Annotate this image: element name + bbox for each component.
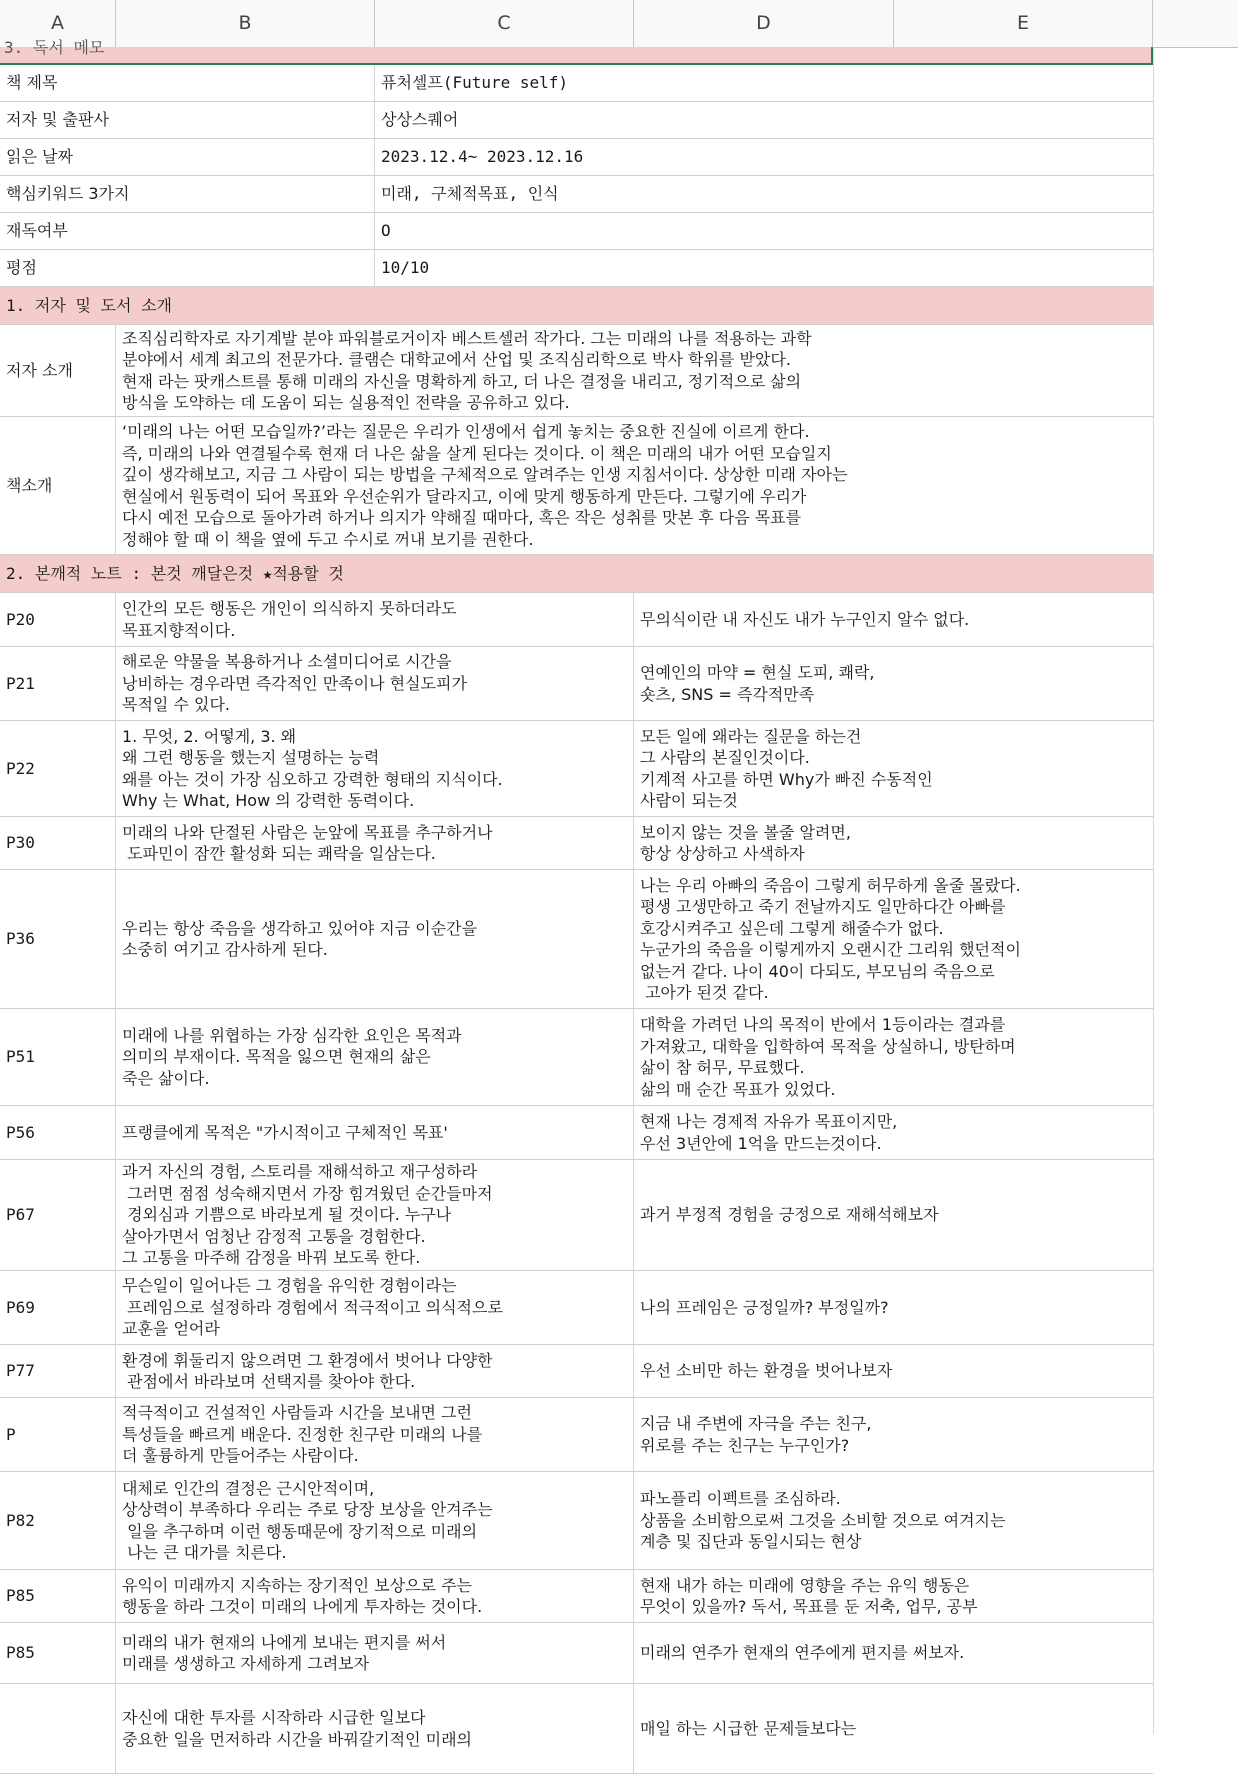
note-seen-line: 그러면 점점 성숙해지면서 가장 힘겨웠던 순간들마저 — [122, 1183, 493, 1203]
book-description-line: 현실에서 원동력이 되어 목표와 우선순위가 달라지고, 이에 맞게 행동하게 만든다. 그렇기에 우리가 — [122, 486, 807, 506]
info-value-text: 미래, 구체적목표, 인식 — [381, 184, 559, 204]
note-seen-line: 관점에서 바라보며 선택지를 찾아야 한다. — [122, 1372, 416, 1391]
note-seen-line: 특성들을 빠르게 배운다. 진정한 친구란 미래의 나를 — [122, 1424, 483, 1444]
info-label-text: 재독여부 — [6, 221, 68, 241]
note-seen[interactable] — [116, 1623, 634, 1683]
info-value[interactable] — [375, 65, 1153, 101]
note-page[interactable] — [0, 817, 116, 869]
note-seen[interactable] — [116, 1106, 634, 1159]
section-1-title[interactable] — [0, 287, 1153, 324]
info-row — [0, 213, 1153, 250]
info-row — [0, 102, 1153, 139]
book-description-line: ‘미래의 나는 어떤 모습일까?’라는 질문은 우리가 인생에서 쉽게 놓치는 중요한 진실에 이르게 한다. — [122, 422, 810, 441]
note-applied[interactable] — [634, 1623, 1153, 1683]
note-applied-line: 우선 소비만 하는 환경을 벗어나보자 — [640, 1361, 893, 1381]
note-applied-line: 숏츠, SNS = 즉각적만족 — [640, 684, 815, 704]
book-description-line: 다시 예전 모습으로 돌아가려 하거나 의지가 약해질 때마다, 혹은 작은 성취를 맛본 후 다음 목표를 — [122, 508, 802, 527]
note-seen-line: 자신에 대한 투자를 시작하라 시급한 일보다 — [122, 1708, 426, 1727]
note-applied[interactable] — [634, 1271, 1153, 1344]
note-seen-line: 낭비하는 경우라면 즉각적인 만족이나 현실도피가 — [122, 673, 467, 693]
info-row — [0, 176, 1153, 213]
note-applied-line: 보이지 않는 것을 볼줄 알려면, — [640, 822, 851, 842]
note-page[interactable] — [0, 870, 116, 1008]
note-applied-line: 그 사람의 본질인것이다. — [640, 748, 810, 767]
author-description-line: 조직심리학자로 자기계발 분야 파워블로거이자 베스트셀러 작가다. 그는 미래의 나를 적용하는 과학 — [122, 328, 812, 348]
note-applied[interactable] — [634, 817, 1153, 869]
note-page[interactable] — [0, 721, 116, 816]
info-label-text: 핵심키워드 3가지 — [6, 184, 130, 204]
note-page-text: P67 — [6, 1205, 35, 1225]
info-label-text: 평점 — [6, 258, 37, 278]
note-page-text: P82 — [6, 1510, 35, 1530]
note-seen[interactable] — [116, 593, 634, 646]
column-header-d[interactable]: D — [634, 0, 894, 47]
note-seen[interactable] — [116, 1684, 634, 1773]
note-seen[interactable] — [116, 817, 634, 869]
note-page[interactable] — [0, 1271, 116, 1344]
note-page[interactable] — [0, 1009, 116, 1105]
note-page[interactable] — [0, 1570, 116, 1622]
section-title-partial: 3. 독서 메모 — [4, 38, 105, 57]
section-header — [0, 555, 1153, 593]
note-row — [0, 1345, 1153, 1398]
note-applied-line: 미래의 연주가 현재의 연주에게 편지를 써보자. — [640, 1643, 965, 1663]
note-page-text: P36 — [6, 929, 35, 949]
note-applied[interactable] — [634, 1009, 1153, 1105]
info-value[interactable] — [375, 250, 1153, 286]
info-label-text: 책 제목 — [6, 73, 58, 93]
note-seen-line: 일을 추구하며 이런 행동때문에 장기적으로 미래의 — [122, 1521, 478, 1541]
note-seen-line: 우리는 항상 죽음을 생각하고 있어야 지금 이순간을 — [122, 918, 478, 938]
note-seen-line: 유익이 미래까지 지속하는 장기적인 보상으로 주는 — [122, 1575, 473, 1595]
note-page[interactable] — [0, 593, 116, 646]
info-value[interactable] — [375, 139, 1153, 175]
info-label[interactable] — [0, 213, 375, 249]
note-seen[interactable] — [116, 721, 634, 816]
info-label[interactable] — [0, 250, 375, 286]
note-row — [0, 817, 1153, 870]
note-seen-line: 목표지향적이다. — [122, 620, 236, 640]
note-applied[interactable] — [634, 1345, 1153, 1397]
note-seen-line: 소중히 여기고 감사하게 된다. — [122, 940, 328, 959]
info-value[interactable] — [375, 102, 1153, 138]
section-1-title-text: 1. 저자 및 도서 소개 — [6, 295, 172, 315]
info-value-text: 퓨처셀프(Future self) — [381, 73, 569, 93]
note-seen[interactable] — [116, 1009, 634, 1105]
note-seen-line: 왜 그런 행동을 했는지 설명하는 능력 — [122, 748, 380, 767]
info-value[interactable] — [375, 176, 1153, 212]
info-row — [0, 65, 1153, 102]
note-seen-line: 죽은 삶이다. — [122, 1068, 210, 1088]
note-seen-line: 더 훌륭하게 만들어주는 사람이다. — [122, 1446, 359, 1466]
book-label[interactable] — [0, 417, 116, 554]
info-label-text: 읽은 날짜 — [6, 147, 73, 167]
note-seen-line: 중요한 일을 먼저하라 시간을 바꿔갈기적인 미래의 — [122, 1729, 473, 1749]
note-page-text: P21 — [6, 673, 35, 693]
section-2-title[interactable] — [0, 555, 1153, 592]
note-seen-line: 교훈을 얻어라 — [122, 1319, 220, 1339]
note-applied-line: 현재 내가 하는 미래에 영향을 주는 유익 행동은 — [640, 1575, 970, 1595]
note-page[interactable] — [0, 1684, 116, 1773]
info-value-text: O — [381, 221, 391, 241]
book-description-line: 즉, 미래의 나와 연결될수록 현재 더 나은 삶을 살게 된다는 것이다. 이 책은 미래의 내가 어떤 모습일지 — [122, 443, 832, 463]
note-applied-line: 무엇이 있을까? 독서, 목표를 둔 저축, 업무, 공부 — [640, 1597, 978, 1616]
note-seen[interactable] — [116, 1472, 634, 1569]
note-row — [0, 1472, 1153, 1570]
note-applied-line: 고아가 된것 같다. — [640, 983, 769, 1002]
note-seen[interactable] — [116, 1570, 634, 1622]
note-applied-line: 과거 부정적 경험을 긍정으로 재해석해보자 — [640, 1205, 939, 1225]
note-applied[interactable] — [634, 1398, 1153, 1471]
note-seen-line: 미래의 나와 단절된 사람은 눈앞에 목표를 추구하거나 — [122, 822, 493, 842]
note-row — [0, 593, 1153, 647]
book-description[interactable] — [116, 417, 1153, 554]
note-applied[interactable] — [634, 1160, 1153, 1270]
note-applied-line: 대학을 가려던 나의 목적이 반에서 1등이라는 결과를 — [640, 1015, 1006, 1034]
note-applied-line: 삶의 매 순간 목표가 있었다. — [640, 1079, 836, 1099]
note-row — [0, 1009, 1153, 1106]
note-applied[interactable] — [634, 593, 1153, 646]
note-page-text: P77 — [6, 1361, 35, 1381]
note-page[interactable] — [0, 647, 116, 720]
note-seen-line: 행동을 하라 그것이 미래의 나에게 투자하는 것이다. — [122, 1597, 483, 1616]
selected-section-row[interactable] — [0, 38, 1153, 65]
note-page-text: P — [6, 1424, 16, 1444]
note-seen-line: 1. 무엇, 2. 어떻게, 3. 왜 — [122, 726, 297, 746]
note-applied-line: 평생 고생만하고 죽기 전날까지도 일만하다간 아빠를 — [640, 897, 1006, 916]
note-seen-line: 프레임으로 설정하라 경험에서 적극적이고 의식적으로 — [122, 1297, 503, 1317]
note-seen[interactable] — [116, 1398, 634, 1471]
info-value[interactable] — [375, 213, 1153, 249]
note-page[interactable] — [0, 1623, 116, 1683]
info-value-text: 2023.12.4~ 2023.12.16 — [381, 147, 584, 167]
note-applied-line: 항상 상상하고 사색하자 — [640, 844, 805, 863]
note-applied-line: 상품을 소비함으로써 그것을 소비할 것으로 여겨지는 — [640, 1510, 1006, 1530]
note-seen-line: Why 는 What, How 의 강력한 동력이다. — [122, 791, 415, 810]
note-page[interactable] — [0, 1345, 116, 1397]
note-seen-line: 의미의 부재이다. 목적을 잃으면 현재의 삶은 — [122, 1047, 431, 1067]
note-applied-line: 파노플리 이펙트를 조심하라. — [640, 1489, 841, 1509]
note-page-text: P51 — [6, 1047, 35, 1067]
note-seen-line: 미래의 내가 현재의 나에게 보내는 편지를 써서 — [122, 1632, 447, 1652]
note-seen[interactable] — [116, 870, 634, 1008]
note-seen-line: 과거 자신의 경험, 스토리를 재해석하고 재구성하라 — [122, 1162, 478, 1182]
note-row — [0, 1160, 1153, 1271]
column-header-e[interactable]: E — [894, 0, 1153, 47]
note-seen[interactable] — [116, 1160, 634, 1270]
note-applied[interactable] — [634, 1684, 1153, 1773]
note-row — [0, 647, 1153, 721]
note-row — [0, 1684, 1153, 1774]
note-page-text: P56 — [6, 1122, 35, 1142]
column-header-a[interactable]: A — [0, 0, 116, 47]
note-applied-line: 연예인의 마약 = 현실 도피, 쾌락, — [640, 663, 875, 682]
note-applied-line: 매일 하는 시급한 문제들보다는 — [640, 1718, 857, 1738]
note-seen[interactable] — [116, 1345, 634, 1397]
note-applied-line: 지금 내 주변에 자극을 주는 친구, — [640, 1414, 872, 1433]
note-applied-line: 모든 일에 왜라는 질문을 하는건 — [640, 726, 862, 746]
note-applied[interactable] — [634, 870, 1153, 1008]
note-applied-line: 사람이 되는것 — [640, 791, 738, 810]
note-applied-line: 우선 3년안에 1억을 만드는것이다. — [640, 1133, 882, 1153]
note-applied-line: 위로를 주는 친구는 누구인가? — [640, 1435, 850, 1455]
author-label[interactable] — [0, 325, 116, 416]
note-page-text: P20 — [6, 609, 35, 629]
note-seen-line: 목적일 수 있다. — [122, 695, 230, 715]
note-seen-line: 무슨일이 일어나든 그 경험을 유익한 경험이라는 — [122, 1276, 457, 1296]
info-label[interactable] — [0, 65, 375, 101]
note-seen-line: 대체로 인간의 결정은 근시안적이며, — [122, 1478, 375, 1498]
note-page[interactable] — [0, 1160, 116, 1270]
note-seen-line: 상상력이 부족하다 우리는 주로 당장 보상을 안겨주는 — [122, 1500, 493, 1519]
note-page-text: P22 — [6, 758, 35, 778]
column-header-bar — [0, 0, 1238, 48]
note-seen-line: 환경에 휘둘리지 않으려면 그 환경에서 벗어나 다양한 — [122, 1350, 493, 1370]
note-seen-line: 인간의 모든 행동은 개인이 의식하지 못하더라도 — [122, 599, 457, 618]
note-seen-line: 왜를 아는 것이 가장 심오하고 강력한 형태의 지식이다. — [122, 769, 503, 789]
note-applied-line: 호강시켜주고 싶은데 그렇게 해줄수가 없다. — [640, 918, 944, 938]
note-applied-line: 누군가의 죽음을 이렇게까지 오랜시간 그리워 했던적이 — [640, 940, 1021, 959]
note-seen-line: 나는 큰 대가를 치른다. — [122, 1543, 287, 1562]
empty-column-area[interactable] — [1153, 47, 1238, 1734]
info-row — [0, 139, 1153, 176]
note-row — [0, 1623, 1153, 1684]
note-seen-line: 프랭클에게 목적은 "가시적이고 구체적인 목표' — [122, 1122, 448, 1142]
note-page-text: P85 — [6, 1643, 35, 1663]
note-page-text: P69 — [6, 1297, 35, 1317]
note-row — [0, 1106, 1153, 1160]
note-seen[interactable] — [116, 647, 634, 720]
column-header-c[interactable]: C — [375, 0, 634, 47]
info-value-text: 10/10 — [381, 258, 430, 278]
note-applied-line: 계층 및 집단과 동일시되는 현상 — [640, 1532, 862, 1552]
author-intro-row — [0, 325, 1153, 417]
note-applied[interactable] — [634, 1106, 1153, 1159]
author-description-line: 현재 라는 팟캐스트를 통해 미래의 자신을 명확하게 하고, 더 나은 결정을 내리고, 정기적으로 삶의 — [122, 371, 802, 391]
note-row — [0, 870, 1153, 1009]
note-applied[interactable] — [634, 1472, 1153, 1569]
note-applied-line: 없는거 같다. 나이 40이 다되도, 부모님의 죽음으로 — [640, 961, 995, 981]
note-seen-line: 미래에 나를 위협하는 가장 심각한 요인은 목적과 — [122, 1025, 462, 1045]
author-description-line: 방식을 도약하는 데 도움이 되는 실용적인 전략을 공유하고 있다. — [122, 393, 570, 412]
note-applied-line: 가져왔고, 대학을 입학하여 목적을 상실하니, 방탄하며 — [640, 1036, 1016, 1056]
spreadsheet-grid[interactable] — [0, 38, 1238, 1749]
note-seen-line: 적극적이고 건설적인 사람들과 시간을 보내면 그런 — [122, 1403, 473, 1423]
note-seen-line: 그 고통을 마주해 감정을 바꿔 보도록 한다. — [122, 1248, 421, 1268]
info-label-text: 저자 및 출판사 — [6, 110, 109, 130]
note-applied-line: 무의식이란 내 자신도 내가 누구인지 알수 없다. — [640, 609, 970, 629]
author-label-text: 저자 소개 — [6, 360, 73, 380]
note-applied[interactable] — [634, 721, 1153, 816]
note-seen-line: 살아가면서 엄청난 감정적 고통을 경험한다. — [122, 1226, 426, 1246]
note-applied-line: 기계적 사고를 하면 Why가 빠진 수동적인 — [640, 769, 933, 789]
note-seen-line: 경외심과 기쁨으로 바라보게 될 것이다. 누구나 — [122, 1205, 452, 1225]
author-description-line: 분야에서 세계 최고의 전문가다. 클램슨 대학교에서 산업 및 조직심리학으로 박사 학위를 받았다. — [122, 350, 791, 369]
info-label[interactable] — [0, 139, 375, 175]
note-row — [0, 1398, 1153, 1472]
book-description-line: 깊이 생각해보고, 지금 그 사람이 되는 방법을 구체적으로 알려주는 인생 지침서이다. 상상한 미래 자아는 — [122, 465, 848, 484]
section-header — [0, 287, 1153, 325]
note-page[interactable] — [0, 1106, 116, 1159]
column-header-b[interactable]: B — [116, 0, 375, 47]
note-page-text: P30 — [6, 833, 35, 853]
section-2-title-text: 2. 본깨적 노트 : 본것 깨달은것 ★적용할 것 — [6, 563, 344, 583]
note-page[interactable] — [0, 1472, 116, 1569]
note-page-text: P85 — [6, 1586, 35, 1606]
book-label-text: 책소개 — [6, 475, 53, 495]
info-row — [0, 250, 1153, 287]
note-applied[interactable] — [634, 647, 1153, 720]
note-applied-line: 삶이 참 허무, 무료했다. — [640, 1058, 805, 1077]
note-page[interactable] — [0, 1398, 116, 1471]
note-applied[interactable] — [634, 1570, 1153, 1622]
info-label[interactable] — [0, 176, 375, 212]
note-applied-line: 나는 우리 아빠의 죽음이 그렇게 허무하게 올줄 몰랐다. — [640, 875, 1021, 895]
note-row — [0, 1570, 1153, 1623]
author-description[interactable] — [116, 325, 1153, 416]
note-applied-line: 현재 나는 경제적 자유가 목표이지만, — [640, 1112, 898, 1131]
note-seen-line: 해로운 약물을 복용하거나 소셜미디어로 시간을 — [122, 652, 452, 672]
note-applied-line: 나의 프레임은 긍정일까? 부정일까? — [640, 1297, 889, 1317]
note-row — [0, 1271, 1153, 1345]
note-seen-line: 도파민이 잠깐 활성화 되는 쾌락을 일삼는다. — [122, 844, 436, 863]
info-value-text: 상상스퀘어 — [381, 110, 459, 130]
note-row — [0, 721, 1153, 817]
book-description-line: 정해야 할 때 이 책을 옆에 두고 수시로 꺼내 보기를 권한다. — [122, 529, 534, 549]
info-label[interactable] — [0, 102, 375, 138]
note-seen-line: 미래를 생생하고 자세하게 그려보자 — [122, 1654, 370, 1673]
note-seen[interactable] — [116, 1271, 634, 1344]
book-intro-row — [0, 417, 1153, 555]
